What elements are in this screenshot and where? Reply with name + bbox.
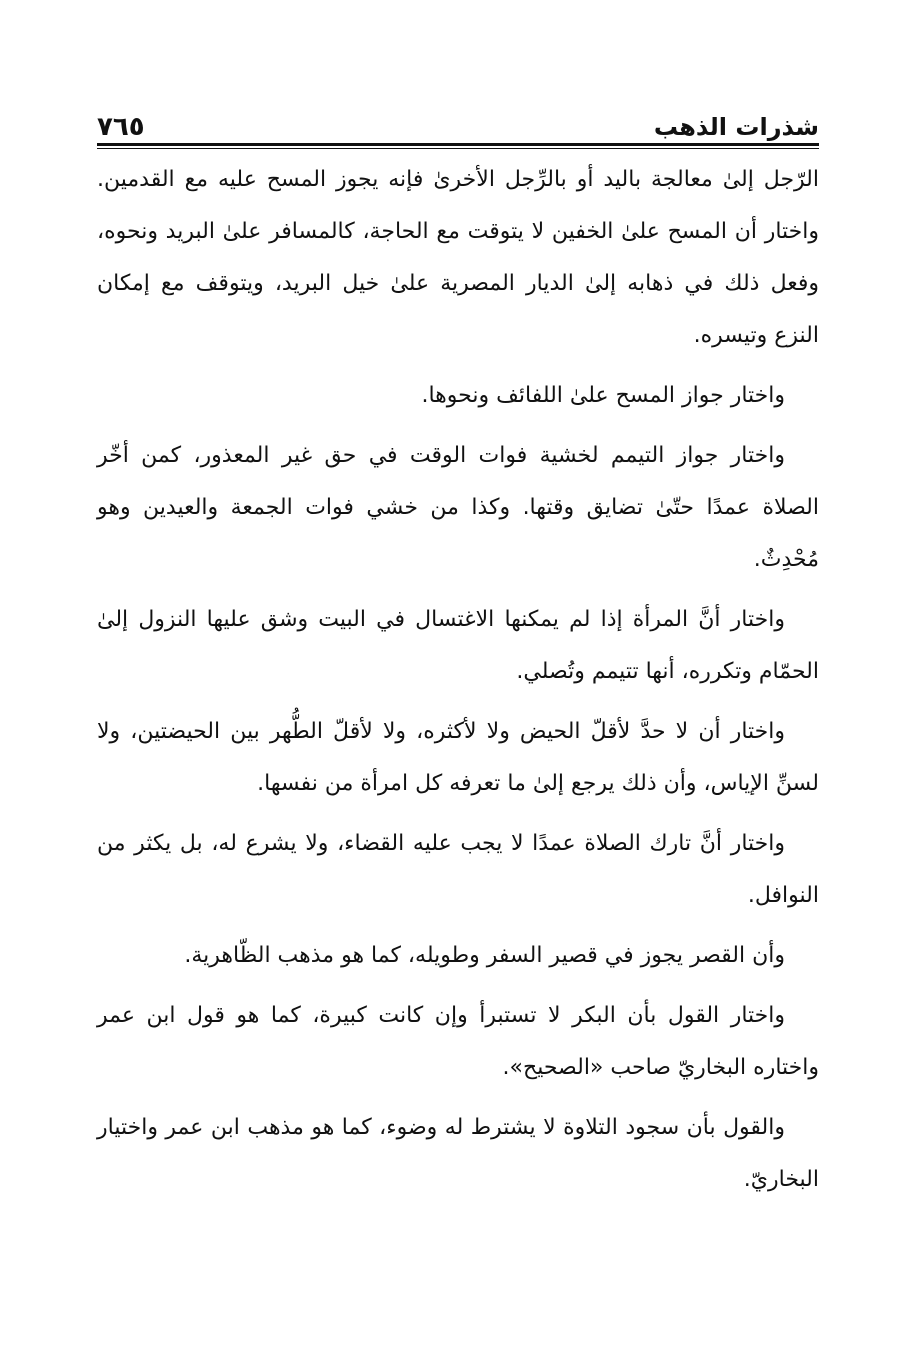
running-header <box>97 108 819 142</box>
paragraph: واختار أنَّ المرأة إذا لم يمكنها الاغتسال في البيت وشق عليها النزول إلىٰ الحمّام وتكرره، أنها تتيمم وتُصلي. <box>97 607 819 684</box>
paragraph: والقول بأن سجود التلاوة لا يشترط له وضوء، كما هو مذهب ابن عمر واختيار البخاريّ. <box>97 1115 819 1192</box>
paragraph: واختار جواز التيمم لخشية فوات الوقت في حق غير المعذور، كمن أخّر الصلاة عمدًا حتّىٰ تضايق وقتها. وكذا من خشي فوات الجمعة والعيدين وهو مُحْدِثٌ. <box>97 443 819 572</box>
page-body <box>97 154 819 1214</box>
paragraph: واختار القول بأن البكر لا تستبرأ وإن كانت كبيرة، كما هو قول ابن عمر واختاره البخاريّ صاحب «الصحيح». <box>97 1003 819 1080</box>
page-number: ٧٦٥ <box>97 112 145 142</box>
header-rule-thick <box>97 143 819 146</box>
paragraph: الرّجل إلىٰ معالجة باليد أو بالرِّجل الأخرىٰ فإنه يجوز المسح عليه مع القدمين. واختار أن المسح علىٰ الخفين لا يتوقت مع الحاجة، كالمسافر علىٰ البريد ونحوه، وفعل ذلك في ذهابه إلىٰ الديار المصرية علىٰ خيل البريد، ويتوقف مع إمكان النزع وتيسره. <box>97 167 819 348</box>
header-rule-thin <box>97 148 819 149</box>
book-title: شذرات الذهب <box>653 113 819 141</box>
paragraph: وأن القصر يجوز في قصير السفر وطويله، كما هو مذهب الظّاهرية. <box>184 943 785 968</box>
paragraph: واختار أن لا حدَّ لأقلّ الحيض ولا لأكثره، ولا لأقلّ الطُّهر بين الحيضتين، ولا لسنِّ الإياس، وأن ذلك يرجع إلىٰ ما تعرفه كل امرأة من نفسها. <box>97 719 819 796</box>
paragraph: واختار جواز المسح علىٰ اللفائف ونحوها. <box>421 383 785 408</box>
paragraph: واختار أنَّ تارك الصلاة عمدًا لا يجب عليه القضاء، ولا يشرع له، بل يكثر من النوافل. <box>97 831 819 908</box>
